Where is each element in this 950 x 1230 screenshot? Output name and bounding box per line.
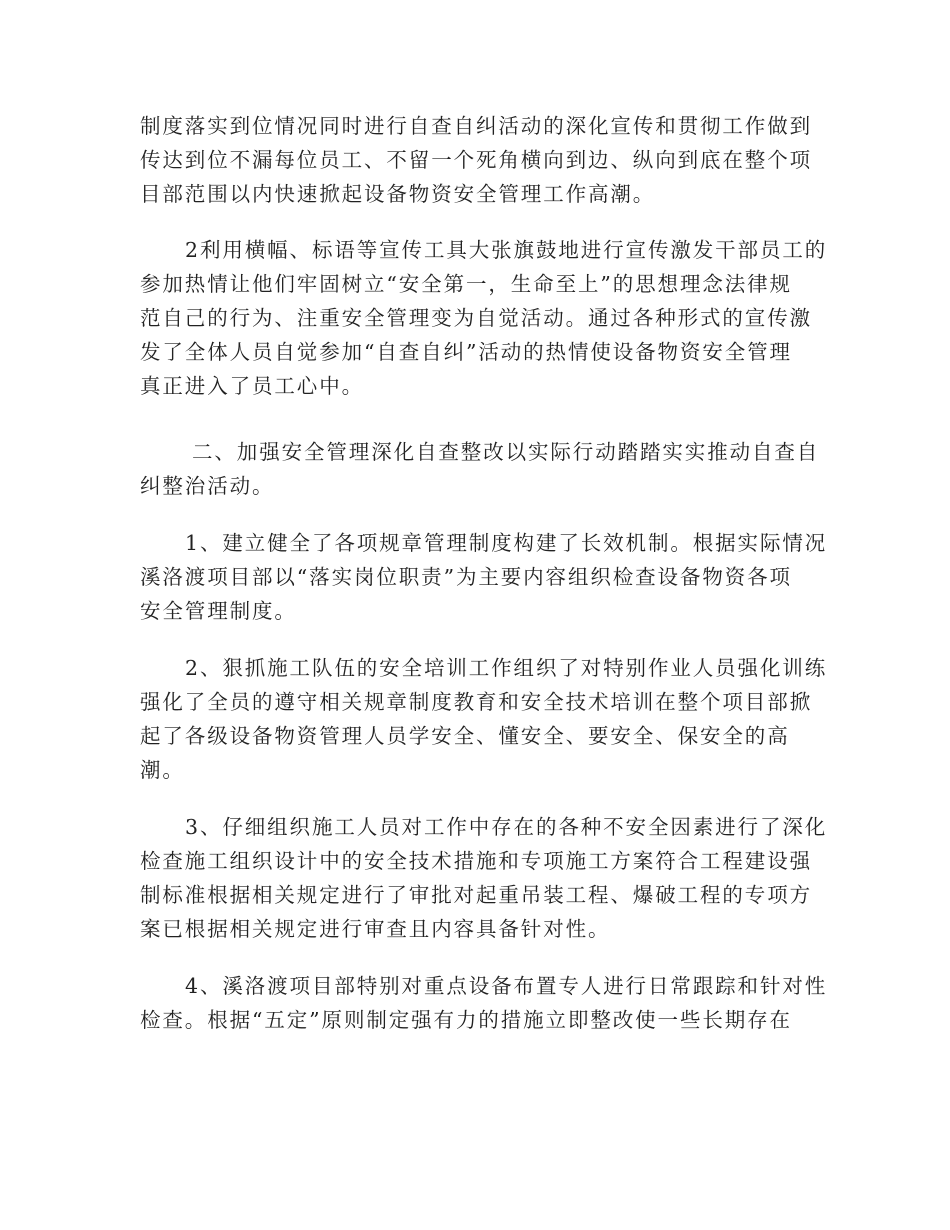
text-line: 1、建立健全了各项规章管理制度构建了长效机制。根据实际情况 — [185, 531, 828, 555]
text-line: 目部范围以内快速掀起设备物资安全管理工作高潮。 — [140, 182, 656, 206]
text-line: 强化了全员的遵守相关规章制度教育和安全技术培训在整个项目部掀 — [140, 690, 812, 714]
paragraph-item-4 — [140, 969, 828, 1037]
paragraph-item-1 — [140, 526, 828, 628]
text-line: 起了各级设备物资管理人员学安全、懂安全、要安全、保安全的高 — [140, 724, 790, 748]
text-line: 制度落实到位情况同时进行自查自纠活动的深化宣传和贯彻工作做到 — [140, 114, 812, 138]
text-line: 检查施工组织设计中的安全技术措施和专项施工方案符合工程建设强 — [140, 849, 812, 873]
text-line: 范自己的行为、注重安全管理变为自觉活动。通过各种形式的宣传激 — [140, 306, 812, 330]
text-line: 真正进入了员工心中。 — [140, 374, 364, 398]
section-heading-two — [140, 435, 820, 503]
text-line: 发了全体人员自觉参加“自查自纠”活动的热情使设备物资安全管理 — [140, 340, 792, 364]
text-line: 潮。 — [140, 758, 185, 782]
paragraph-continuation — [140, 109, 812, 211]
paragraph-item-2-banners — [140, 233, 828, 403]
text-line: 检查。根据“五定”原则制定强有力的措施立即整改使一些长期存在 — [140, 1008, 792, 1032]
text-line: 安全管理制度。 — [140, 599, 297, 623]
text-line: 传达到位不漏每位员工、不留一个死角横向到边、纵向到底在整个项 — [140, 148, 812, 172]
text-line: 3、仔细组织施工人员对工作中存在的各种不安全因素进行了深化 — [185, 815, 828, 839]
paragraph-item-3 — [140, 810, 828, 946]
text-line: 案已根据相关规定进行审查且内容具备针对性。 — [140, 917, 611, 941]
text-line: 制标准根据相关规定进行了审批对起重吊装工程、爆破工程的专项方 — [140, 883, 812, 907]
paragraph-item-2 — [140, 651, 828, 787]
text-line: 2、狠抓施工队伍的安全培训工作组织了对特别作业人员强化训练 — [185, 656, 828, 680]
text-line: 二、加强安全管理深化自查整改以实际行动踏踏实实推动自查自 — [192, 440, 820, 464]
text-line: 4、溪洛渡项目部特别对重点设备布置专人进行日常跟踪和针对性 — [185, 974, 828, 998]
text-line: 参加热情让他们牢固树立“安全第一，生命至上”的思想理念法律规 — [140, 272, 792, 296]
text-line: 纠整治活动。 — [140, 474, 275, 498]
text-line: 溪洛渡项目部以“落实岗位职责”为主要内容组织检查设备物资各项 — [140, 565, 792, 589]
text-line: 2利用横幅、标语等宣传工具大张旗鼓地进行宣传激发干部员工的 — [185, 238, 828, 262]
